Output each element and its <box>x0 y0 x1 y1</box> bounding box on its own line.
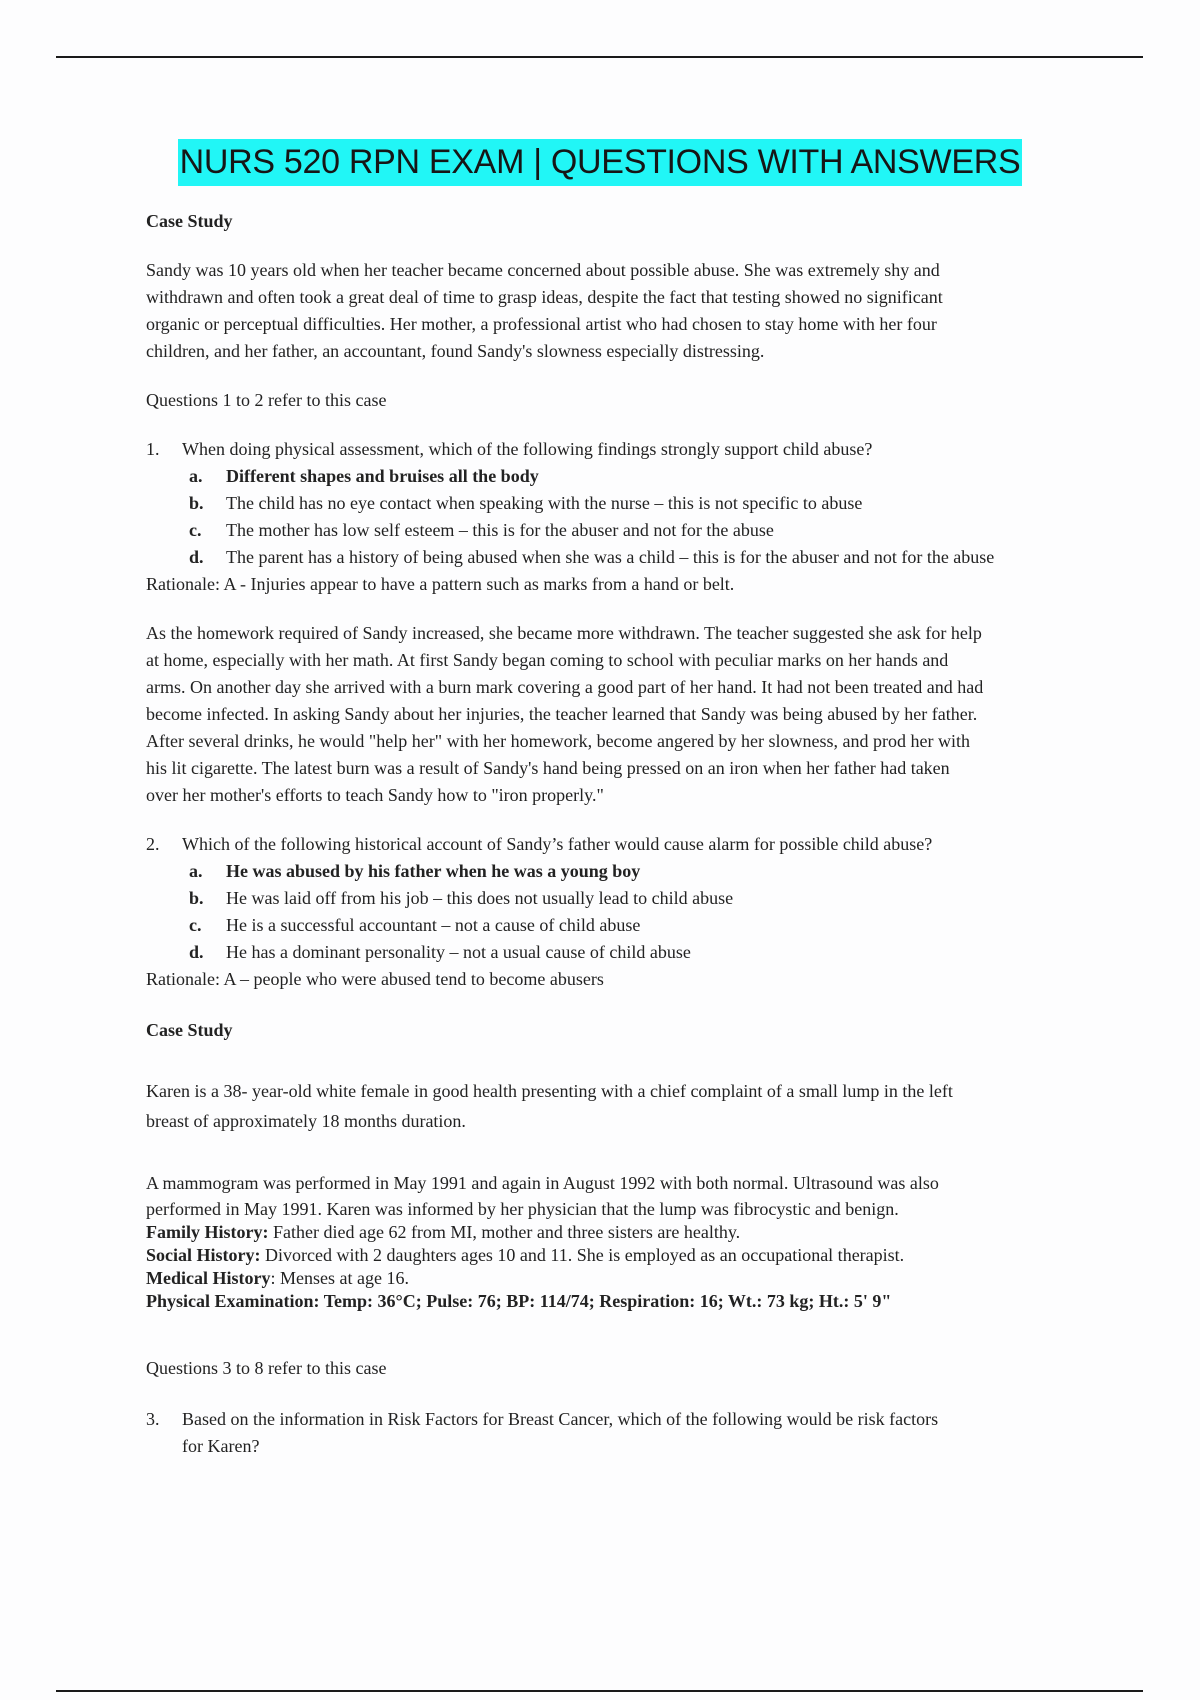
title-wrap <box>0 139 1200 186</box>
case-2-intro-line: breast of approximately 18 months duration. <box>146 1111 466 1131</box>
answer-option-b <box>146 885 1096 912</box>
answer-option-a <box>146 463 1096 490</box>
question-text: Based on the information in Risk Factors for Breast Cancer, which of the following would be risk factors <box>182 1409 939 1429</box>
top-rule <box>56 56 1143 58</box>
case-2-intro-line: Karen is a 38- year-old white female in good health presenting with a chief complaint of a small lump in the left <box>146 1081 953 1101</box>
answer-option-d <box>146 939 1096 966</box>
option-letter: c. <box>189 520 202 540</box>
story-line: at home, especially with her math. At first Sandy began coming to school with peculiar marks on her hands and <box>146 650 949 670</box>
family-history <box>146 1221 1096 1244</box>
answer-options <box>146 858 1096 966</box>
option-letter: c. <box>189 915 202 935</box>
rationale: Rationale: A – people who were abused tend to become abusers <box>146 969 604 989</box>
option-text: He is a successful accountant – not a cause of child abuse <box>226 915 641 935</box>
question-1-stem <box>146 436 1096 463</box>
family-history-label: Family History: <box>146 1222 269 1242</box>
case-1-refer: Questions 1 to 2 refer to this case <box>146 390 387 410</box>
rationale: Rationale: A - Injuries appear to have a pattern such as marks from a hand or belt. <box>146 574 735 594</box>
question-number: 3. <box>146 1409 160 1429</box>
option-letter: b. <box>189 493 204 513</box>
medical-history-label: Medical History <box>146 1268 271 1288</box>
story-line: After several drinks, he would "help her" with her homework, become angered by her slowness, and prod her with <box>146 731 970 751</box>
story-line: arms. On another day she arrived with a burn mark covering a good part of her hand. It had not been treated and had <box>146 677 984 697</box>
family-history-text: Father died age 62 from MI, mother and three sisters are healthy. <box>268 1222 741 1242</box>
option-text: The parent has a history of being abused when she was a child – this is for the abuser and not for the abuse <box>226 547 995 567</box>
case-2-history <box>146 1168 1096 1313</box>
case-1-story <box>146 620 1096 809</box>
option-text: He has a dominant personality – not a usual cause of child abuse <box>226 942 691 962</box>
option-text: Different shapes and bruises all the body <box>226 466 539 486</box>
question-number: 2. <box>146 834 160 854</box>
question-number: 1. <box>146 439 160 459</box>
question-3-stem <box>146 1406 1096 1460</box>
physical-examination <box>146 1290 1096 1313</box>
case-2-intro <box>146 1076 1096 1136</box>
question-text: Which of the following historical account of Sandy’s father would cause alarm for possible child abuse? <box>182 834 933 854</box>
case-1-intro <box>146 257 1096 365</box>
answer-options <box>146 463 1096 571</box>
case-study-heading-2: Case Study <box>146 1020 233 1040</box>
case-1-intro-line: Sandy was 10 years old when her teacher became concerned about possible abuse. She was extremely shy and <box>146 260 940 280</box>
document-title: NURS 520 RPN EXAM | QUESTIONS WITH ANSWERS <box>178 139 1023 186</box>
case-1-intro-line: children, and her father, an accountant, found Sandy's slowness especially distressing. <box>146 341 765 361</box>
option-letter: a. <box>189 466 203 486</box>
question-text: for Karen? <box>182 1436 260 1456</box>
document-body <box>146 208 1096 1460</box>
case-1-intro-line: withdrawn and often took a great deal of time to grasp ideas, despite the fact that testing showed no significant <box>146 287 943 307</box>
story-line: become infected. In asking Sandy about her injuries, the teacher learned that Sandy was being abused by her father. <box>146 704 978 724</box>
question-3 <box>146 1406 1096 1460</box>
story-line: over her mother's efforts to teach Sandy how to "iron properly." <box>146 785 604 805</box>
option-text: He was abused by his father when he was a young boy <box>226 861 641 881</box>
answer-option-a <box>146 858 1096 885</box>
social-history <box>146 1244 1096 1267</box>
option-text: He was laid off from his job – this does not usually lead to child abuse <box>226 888 734 908</box>
answer-option-c <box>146 912 1096 939</box>
option-letter: a. <box>189 861 203 881</box>
answer-option-c <box>146 517 1096 544</box>
question-text: When doing physical assessment, which of the following findings strongly support child abuse? <box>182 439 873 459</box>
option-text: The child has no eye contact when speaking with the nurse – this is not specific to abuse <box>226 493 863 513</box>
story-line: his lit cigarette. The latest burn was a result of Sandy's hand being pressed on an iron when her father had taken <box>146 758 950 778</box>
physical-examination-text: Physical Examination: Temp: 36°C; Pulse: 76; BP: 114/74; Respiration: 16; Wt.: 73 kg; Ht.: 5' 9" <box>146 1291 892 1311</box>
option-letter: d. <box>189 942 204 962</box>
answer-option-b <box>146 490 1096 517</box>
option-text: The mother has low self esteem – this is for the abuser and not for the abuse <box>226 520 774 540</box>
mammogram-line: A mammogram was performed in May 1991 and again in August 1992 with both normal. Ultrasound was also <box>146 1173 939 1193</box>
answer-option-d <box>146 544 1096 571</box>
story-line: As the homework required of Sandy increased, she became more withdrawn. The teacher suggested she ask for help <box>146 623 982 643</box>
option-letter: d. <box>189 547 204 567</box>
case-study-heading-1: Case Study <box>146 211 233 231</box>
case-1-intro-line: organic or perceptual difficulties. Her mother, a professional artist who had chosen to stay home with her four <box>146 314 937 334</box>
social-history-label: Social History: <box>146 1245 261 1265</box>
medical-history <box>146 1267 1096 1290</box>
social-history-text: Divorced with 2 daughters ages 10 and 11. She is employed as an occupational therapist. <box>260 1245 905 1265</box>
option-letter: b. <box>189 888 204 908</box>
question-2-stem <box>146 831 1096 858</box>
case-2-refer: Questions 3 to 8 refer to this case <box>146 1358 387 1378</box>
patient-facts <box>146 1198 1096 1313</box>
bottom-rule <box>56 1690 1143 1692</box>
medical-history-text: : Menses at age 16. <box>270 1268 409 1288</box>
question-2 <box>146 831 1096 993</box>
question-1 <box>146 436 1096 598</box>
mammogram-line: performed in May 1991. Karen was informed by her physician that the lump was fibrocystic and benign. <box>146 1199 899 1219</box>
